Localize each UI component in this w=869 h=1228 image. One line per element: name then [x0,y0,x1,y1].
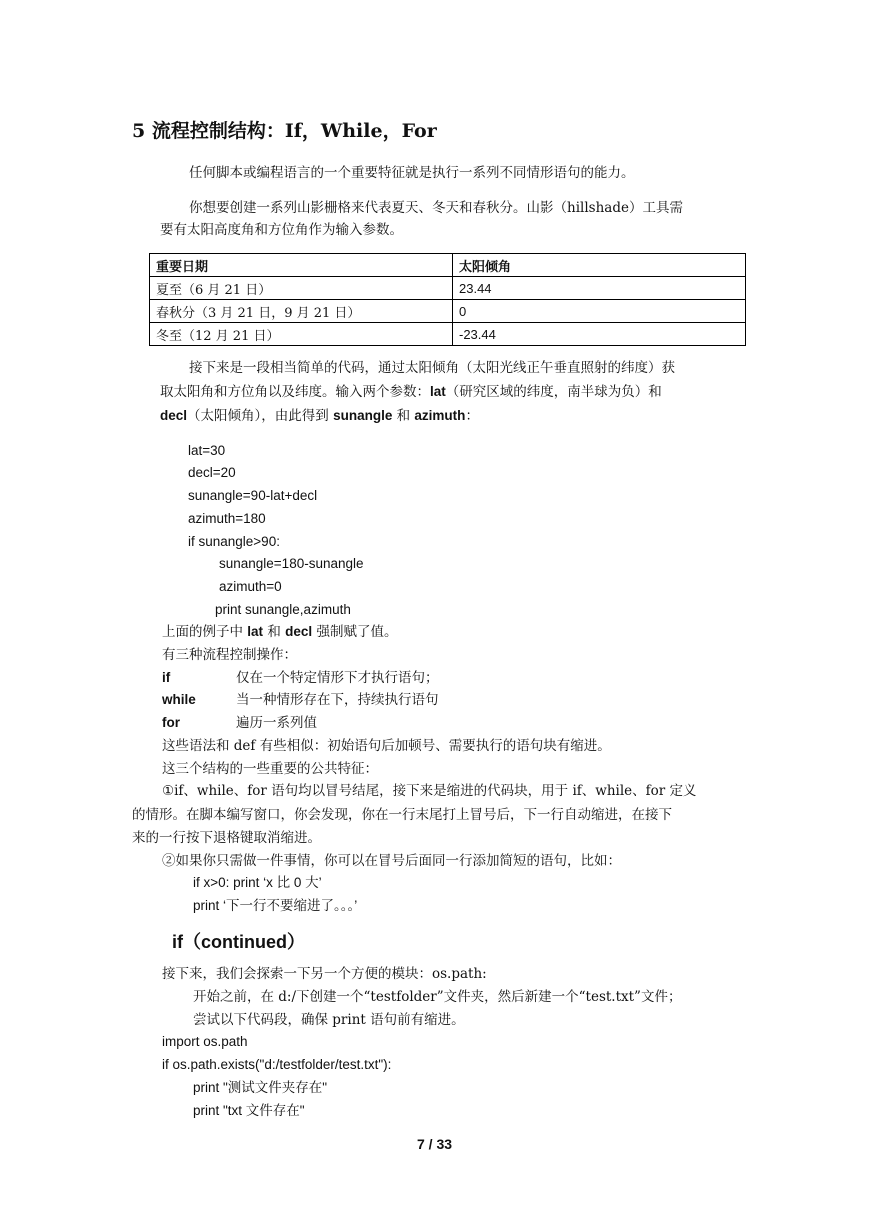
three-ops-intro: 有三种流程控制操作： [162,647,297,663]
note-text: 上面的例子中 [162,624,248,640]
op-description: 仅在一个特定情形下才执行语句； [236,670,439,686]
forced-assignment-note [162,622,397,642]
code-line: import os.path [162,1034,248,1049]
code-line: print sunangle,azimuth [215,602,351,617]
explain-line-3 [160,406,479,426]
lat-term: lat [430,384,446,399]
page-number: 7 / 33 [416,1136,453,1152]
op-keyword: while [162,692,196,707]
intro-paragraph-2-line-2: 要有太阳高度角和方位角作为输入参数。 [160,222,403,238]
code-line: print "测试文件夹存在" [193,1080,328,1095]
table-cell: 冬至（12 月 21 日） [150,323,453,346]
table-cell: 23.44 [453,277,746,300]
intro-paragraph-1: 任何脚本或编程语言的一个重要特征就是执行一系列不同情形语句的能力。 [189,165,635,181]
explain-text: （太阳倾角），由此得到 [187,408,334,424]
op-description: 遍历一系列值 [236,715,317,731]
table-cell: 春秋分（3 月 21 日，9 月 21 日） [150,300,453,323]
explain-line-1: 接下来是一段相当简单的代码，通过太阳倾角（太阳光线正午垂直照射的纬度）获 [189,360,675,376]
section-heading: 5 流程控制结构：If，While，For [132,120,437,142]
code-line: print ‘下一行不要缩进了。。。’ [193,898,358,913]
explain-line-2 [160,382,662,402]
explain-text: ： [465,408,479,424]
lat-term: lat [247,624,264,639]
code-line: if sunangle>90: [188,534,280,549]
table-header-date: 重要日期 [150,254,453,277]
code-line: if x>0: print ‘x 比 0 大’ [193,875,322,890]
sub-heading: if（continued） [172,932,305,952]
explain-text: 取太阳角和方位角以及纬度。输入两个参数： [160,384,430,400]
table-row [150,277,746,300]
body-paragraph: 的情形。在脚本编写窗口，你会发现，你在一行末尾打上冒号后，下一行自动缩进，在接下 [132,807,672,823]
explain-text: （研究区域的纬度，南半球为负）和 [445,384,662,400]
op-row-while [162,690,439,710]
body-paragraph: 这些语法和 def 有些相似：初始语句后加顿号、需要执行的语句块有缩进。 [162,738,611,754]
code-line: lat=30 [188,443,226,458]
op-row-for [162,713,317,733]
table-header-declination: 太阳倾角 [453,254,746,277]
table-cell: 夏至（6 月 21 日） [150,277,453,300]
op-keyword: if [162,670,171,685]
code-line: sunangle=90-lat+decl [188,488,318,503]
solar-declination-table [149,253,746,346]
table-cell: -23.44 [453,323,746,346]
code-line: if os.path.exists("d:/testfolder/test.txt"): [162,1057,392,1072]
intro-paragraph-2-line-1: 你想要创建一系列山影栅格来代表夏天、冬天和春秋分。山影（hillshade）工具需 [189,200,683,216]
body-paragraph: 接下来，我们会探索一下另一个方便的模块：os.path: [162,966,487,982]
body-paragraph: 开始之前，在 d:/下创建一个“testfolder”文件夹，然后新建一个“test.txt”文件； [193,989,682,1005]
body-paragraph: ①if、while、for 语句均以冒号结尾，接下来是缩进的代码块，用于 if、while、for 定义 [162,783,697,799]
explain-text: 和 [392,408,415,424]
note-text: 强制赋了值。 [312,624,398,640]
code-line: azimuth=0 [219,579,282,594]
table-row [150,323,746,346]
table-cell: 0 [453,300,746,323]
code-line: decl=20 [188,465,236,480]
op-keyword: for [162,715,180,730]
body-paragraph: 来的一行按下退格键取消缩进。 [132,830,321,846]
code-line: print "txt 文件存在" [193,1103,305,1118]
op-row-if [162,668,439,688]
decl-term: decl [285,624,313,639]
sunangle-term: sunangle [333,408,393,423]
decl-term: decl [160,408,188,423]
body-paragraph: 这三个结构的一些重要的公共特征： [162,761,378,777]
body-paragraph: ②如果你只需做一件事情，你可以在冒号后面同一行添加简短的语句，比如： [162,853,621,869]
code-line: azimuth=180 [188,511,266,526]
note-text: 和 [263,624,286,640]
body-paragraph: 尝试以下代码段，确保 print 语句前有缩进。 [193,1012,465,1028]
op-description: 当一种情形存在下，持续执行语句 [236,692,439,708]
code-line: sunangle=180-sunangle [219,556,364,571]
azimuth-term: azimuth [414,408,466,423]
table-header-row [150,254,746,277]
table-row [150,300,746,323]
